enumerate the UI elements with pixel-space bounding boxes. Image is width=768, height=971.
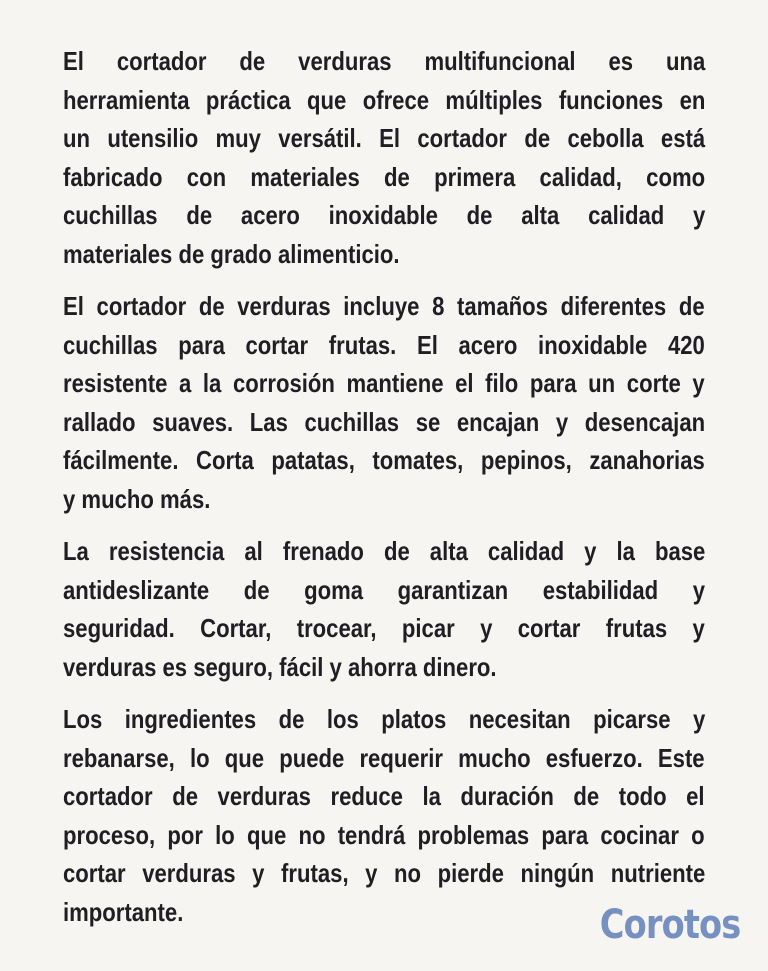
text-line: proceso, por lo que no tendrá problemas para cocinar o bbox=[63, 819, 705, 850]
paragraph-intro bbox=[63, 42, 705, 273]
paragraph-benefits bbox=[63, 700, 705, 931]
text-line: materiales de grado alimenticio. bbox=[63, 238, 400, 269]
text-line: cuchillas de acero inoxidable de alta calidad y bbox=[63, 200, 706, 230]
text-line: rallado suaves. Las cuchillas se encajan y desencajan bbox=[63, 406, 706, 437]
text-line: antideslizante de goma garantizan estabilidad y bbox=[63, 574, 706, 605]
text-line: fabricado con materiales de primera calidad, como bbox=[63, 161, 706, 192]
text-line: Los ingredientes de los platos necesitan picarse y bbox=[63, 704, 706, 734]
text-line: fácilmente. Corta patatas, tomates, pepinos, zanahorias bbox=[63, 445, 705, 475]
text-line: rebanarse, lo que puede requerir mucho esfuerzo. Este bbox=[63, 742, 705, 773]
text-line: El cortador de verduras incluye 8 tamaños diferentes de bbox=[63, 291, 705, 321]
text-line: resistente a la corrosión mantiene el filo para un corte y bbox=[63, 368, 705, 398]
text-line: cortador de verduras reduce la duración de todo el bbox=[63, 781, 705, 811]
product-description-text bbox=[63, 42, 705, 945]
corotos-watermark-logo: Corotos bbox=[599, 902, 740, 948]
text-line: un utensilio muy versátil. El cortador de cebolla está bbox=[63, 123, 706, 153]
text-line: El cortador de verduras multifuncional es una bbox=[63, 46, 706, 76]
text-line: y mucho más. bbox=[63, 483, 211, 514]
text-line: cortar verduras y frutas, y no pierde ningún nutriente bbox=[63, 858, 706, 888]
paragraph-blades bbox=[63, 287, 705, 518]
text-line: seguridad. Cortar, trocear, picar y cortar frutas y bbox=[63, 613, 705, 643]
text-line: cuchillas para cortar frutas. El acero inoxidable 420 bbox=[63, 329, 705, 360]
text-line: verduras es seguro, fácil y ahorra dinero. bbox=[63, 651, 497, 682]
text-line: herramienta práctica que ofrece múltiples funciones en bbox=[63, 84, 706, 115]
text-line: importante. bbox=[63, 896, 184, 927]
paragraph-stability bbox=[63, 532, 705, 686]
text-line: La resistencia al frenado de alta calidad y la base bbox=[63, 536, 706, 566]
